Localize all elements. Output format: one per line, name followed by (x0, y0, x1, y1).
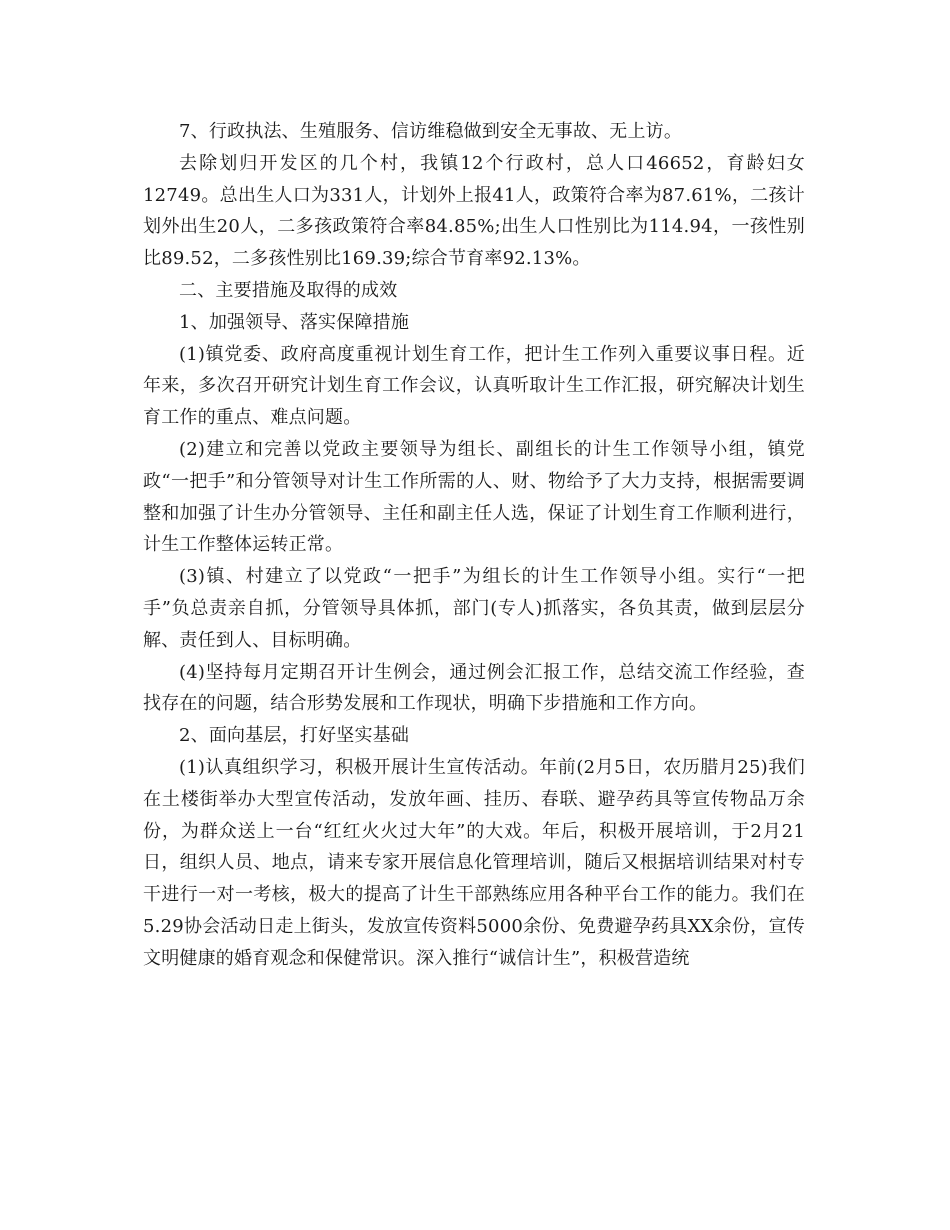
paragraph-publicity-activities: (1)认真组织学习，积极开展计生宣传活动。年前(2月5日，农历腊月25)我们在土楼街举办大型宣传活动，发放年画、挂历、春联、避孕药具等宣传物品万余份，为群众送上一台“红红火火过大年”的大戏。年后，积极开展培训，于2月21日，组织人员、地点，请来专家开展信息化管理培训，随后又根据培训结果对村专干进行一对一考核，极大的提高了计生干部熟练应用各种平台工作的能力。我们在5.29协会活动日走上街头，发放宣传资料5000余份、免费避孕药具XX余份，宣传文明健康的婚育观念和保健常识。深入推行“诚信计生”，积极营造统 (143, 756, 805, 969)
section-heading-main-measures: 二、主要措施及取得的成效 (179, 279, 398, 301)
document-body (143, 116, 805, 975)
paragraph-item-7-admin-law: 7、行政执法、生殖服务、信访维稳做到安全无事故、无上访。 (179, 121, 683, 142)
paragraph-measure-1: (1)镇党委、政府高度重视计划生育工作，把计生工作列入重要议事日程。近年来，多次召开研究计划生育工作会议，认真听取计生工作汇报，研究解决计划生育工作的重点、难点问题。 (143, 343, 805, 429)
paragraph-population-statistics: 去除划归开发区的几个村，我镇12个行政村，总人口46652，育龄妇女12749。总出生人口为331人，计划外上报41人，政策符合率为87.61%，二孩计划外出生20人，二多孩政策符合率84.85%;出生人口性别比为114.94，一孩性别比89.52，二多孩性别比169.39;综合节育率92.13%。 (143, 152, 805, 270)
subheading-grassroots: 2、面向基层，打好坚实基础 (179, 725, 410, 747)
paragraph-measure-2: (2)建立和完善以党政主要领导为组长、副组长的计生工作领导小组，镇党政“一把手”和分管领导对计生工作所需的人、财、物给予了大力支持，根据需要调整和加强了计生办分管领导、主任和副主任人选，保证了计划生育工作顺利进行，计生工作整体运转正常。 (143, 438, 805, 556)
subheading-leadership: 1、加强领导、落实保障措施 (179, 311, 410, 333)
paragraph-measure-3: (3)镇、村建立了以党政“一把手”为组长的计生工作领导小组。实行“一把手”负总责亲自抓，分管领导具体抓，部门(专人)抓落实，各负其责，做到层层分解、责任到人、目标明确。 (143, 566, 805, 651)
paragraph-measure-4: (4)坚持每月定期召开计生例会，通过例会汇报工作，总结交流工作经验，查找存在的问题，结合形势发展和工作现状，明确下步措施和工作方向。 (143, 661, 805, 715)
